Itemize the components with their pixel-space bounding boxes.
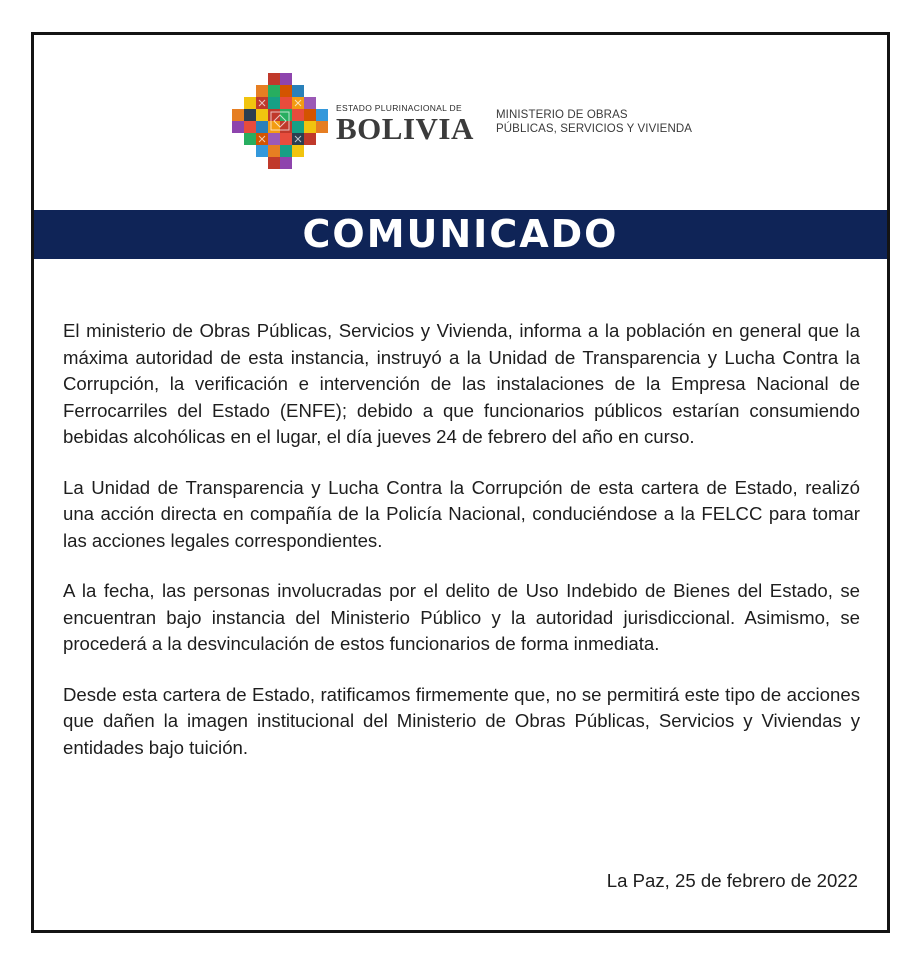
communique-body [63,318,860,785]
title-banner [34,210,887,259]
document-header [34,35,887,211]
date-location: La Paz, 25 de febrero de 2022 [606,870,858,891]
paragraph: El ministerio de Obras Públicas, Servicios y Vivienda, informa a la población en general que la máxima autoridad de esta instancia, instruyó a la Unidad de Transparencia y Lucha Contra la Corrupción, la verificación e intervención de las instalaciones de la Empresa Nacional de Ferrocarriles del Estado (ENFE); debido a que funcionarios públicos estarían consumiendo bebidas alcohólicas en el lugar, el día jueves 24 de febrero del año en curso. [63,320,860,447]
paragraph: Desde esta cartera de Estado, ratificamos firmemente que, no se permitirá este tipo de acciones que dañen la imagen institucional del Ministerio de Obras Públicas, Servicios y Viviendas y entidades bajo tuición. [63,683,860,758]
brand-subtitle: ESTADO PLURINACIONAL DE [336,103,462,113]
bolivia-chakana-emblem-icon [232,73,328,169]
ministry-line-1: MINISTERIO DE OBRAS [496,109,628,121]
brand-name: BOLIVIA [336,111,474,146]
ministry-name [496,109,692,136]
ministry-line-2: PÚBLICAS, SERVICIOS Y VIVIENDA [496,122,693,135]
document-frame [31,32,890,933]
page-title: COMUNICADO [302,212,619,256]
paragraph: A la fecha, las personas involucradas por el delito de Uso Indebido de Bienes del Estado, se encuentran bajo instancia del Ministerio Público y la autoridad jurisdiccional. Asimismo, se procederá a la desvinculación de estos funcionarios de forma inmediata. [63,580,860,654]
bolivia-brand [336,103,476,144]
paragraph: La Unidad de Transparencia y Lucha Contra la Corrupción de esta cartera de Estado, realizó una acción directa en compañía de la Policía Nacional, conduciéndose a la FELCC para tomar las acciones legales correspondientes. [63,476,860,551]
